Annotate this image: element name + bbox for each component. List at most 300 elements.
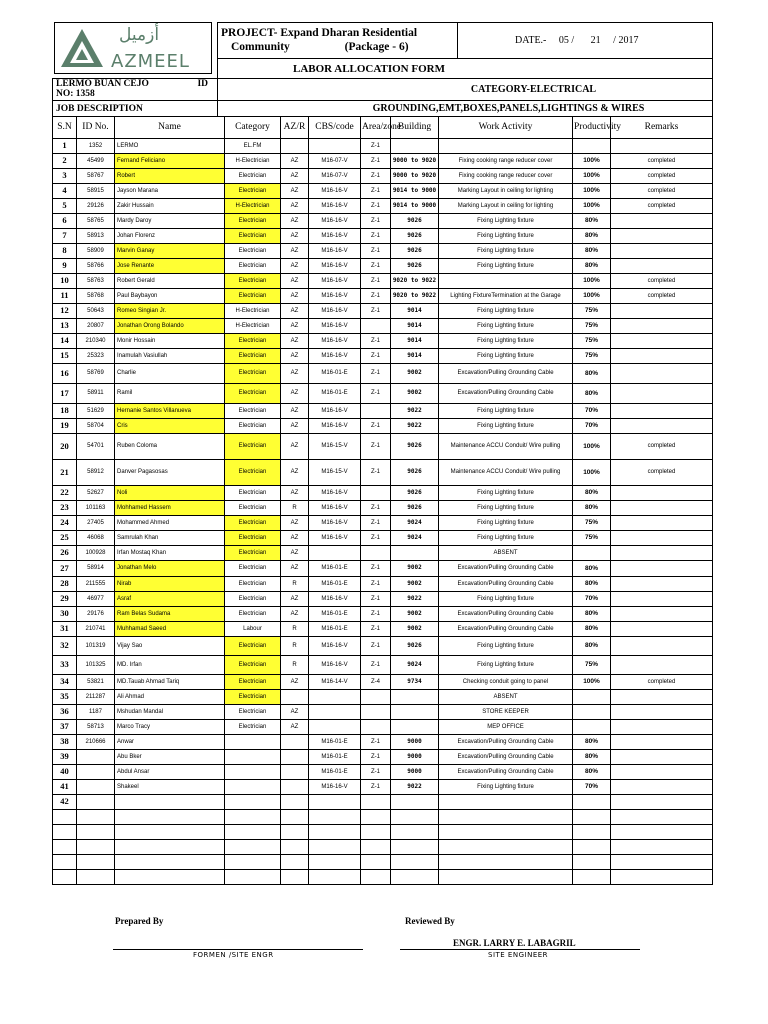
cell-productivity: 100%	[573, 289, 611, 304]
cell-area: Z-1	[361, 577, 391, 592]
cell-name: Johan Florenz	[115, 229, 225, 244]
cell-name: Abdul Ansar	[115, 765, 225, 780]
col-header-productivity: Productivity	[573, 117, 611, 139]
cell-sn: 42	[53, 795, 77, 810]
cell-work-activity	[439, 810, 573, 825]
cell-azr: R	[281, 656, 309, 675]
cell-category: Electrician	[225, 229, 281, 244]
cell-azr: AZ	[281, 404, 309, 419]
cell-cbs	[309, 855, 361, 870]
cell-id: 1352	[77, 139, 115, 154]
cell-work-activity: Fixing Lighting fixture	[439, 334, 573, 349]
cell-name: Ali Ahmad	[115, 690, 225, 705]
cell-remarks	[611, 486, 713, 501]
cell-cbs: M16-07-V	[309, 169, 361, 184]
cell-work-activity: Maintenance ACCU Conduit/ Wire pulling	[439, 434, 573, 460]
cell-sn: 6	[53, 214, 77, 229]
cell-category: EL.FM	[225, 139, 281, 154]
cell-work-activity: Fixing Lighting fixture	[439, 516, 573, 531]
cell-productivity	[573, 870, 611, 885]
engineer-name: ENGR. LARRY E. LABAGRIL	[453, 938, 576, 948]
cell-id: 211555	[77, 577, 115, 592]
cell-area: Z-1	[361, 592, 391, 607]
cell-work-activity	[439, 840, 573, 855]
cell-building: 9002	[391, 561, 439, 577]
cell-work-activity	[439, 855, 573, 870]
date-label: DATE.-	[515, 35, 547, 46]
cell-building: 9026	[391, 460, 439, 486]
cell-category: Electrician	[225, 675, 281, 690]
cell-productivity: 100%	[573, 199, 611, 214]
cell-name	[115, 840, 225, 855]
cell-remarks: completed	[611, 289, 713, 304]
cell-productivity	[573, 546, 611, 561]
cell-area: Z-1	[361, 531, 391, 546]
cell-productivity	[573, 840, 611, 855]
cell-category	[225, 795, 281, 810]
cell-sn: 36	[53, 705, 77, 720]
cell-sn: 10	[53, 274, 77, 289]
cell-name: MD. Irfan	[115, 656, 225, 675]
cell-work-activity: Fixing Lighting fixture	[439, 404, 573, 419]
cell-cbs: M16-16-V	[309, 199, 361, 214]
cell-productivity: 100%	[573, 675, 611, 690]
cell-work-activity: Fixing Lighting fixture	[439, 244, 573, 259]
cell-azr: AZ	[281, 154, 309, 169]
cell-id	[77, 870, 115, 885]
cell-category: Electrician	[225, 274, 281, 289]
cell-area: Z-1	[361, 139, 391, 154]
cell-building: 9002	[391, 384, 439, 404]
cell-productivity: 80%	[573, 637, 611, 656]
cell-building: 9022	[391, 780, 439, 795]
cell-name: Shakeel	[115, 780, 225, 795]
cell-area: Z-1	[361, 622, 391, 637]
table-row	[53, 460, 713, 486]
cell-building	[391, 870, 439, 885]
cell-productivity: 80%	[573, 750, 611, 765]
cell-azr: AZ	[281, 419, 309, 434]
cell-productivity: 80%	[573, 501, 611, 516]
cell-name: Samrulah Khan	[115, 531, 225, 546]
cell-work-activity	[439, 139, 573, 154]
cell-area: Z-1	[361, 334, 391, 349]
cell-id	[77, 765, 115, 780]
cell-building	[391, 705, 439, 720]
cell-remarks	[611, 304, 713, 319]
cell-productivity: 80%	[573, 384, 611, 404]
table-row	[53, 304, 713, 319]
cell-area: Z-1	[361, 274, 391, 289]
table-row	[53, 501, 713, 516]
cell-category: Electrician	[225, 259, 281, 274]
cell-cbs: M16-16-V	[309, 516, 361, 531]
cell-cbs	[309, 840, 361, 855]
cell-sn: 14	[53, 334, 77, 349]
cell-azr: AZ	[281, 334, 309, 349]
cell-azr: AZ	[281, 531, 309, 546]
cell-remarks	[611, 404, 713, 419]
cell-cbs: M16-16-V	[309, 656, 361, 675]
cell-azr	[281, 780, 309, 795]
prepared-by-label: Prepared By	[115, 916, 164, 926]
cell-cbs: M16-01-E	[309, 607, 361, 622]
cell-building: 9000 to 9020	[391, 169, 439, 184]
cell-id: 27405	[77, 516, 115, 531]
cell-building: 9024	[391, 531, 439, 546]
cell-id: 58713	[77, 720, 115, 735]
cell-name: LERMO	[115, 139, 225, 154]
cell-cbs: M16-16-V	[309, 486, 361, 501]
cell-cbs: M16-01-E	[309, 561, 361, 577]
cell-id: 210340	[77, 334, 115, 349]
cell-productivity: 75%	[573, 304, 611, 319]
cell-id: 58909	[77, 244, 115, 259]
cell-azr: AZ	[281, 434, 309, 460]
cell-work-activity: Excavation/Pulling Grounding Cable	[439, 364, 573, 384]
col-header-name: Name	[115, 117, 225, 139]
cell-area	[361, 705, 391, 720]
cell-building	[391, 795, 439, 810]
cell-work-activity: Fixing cooking range reducer cover	[439, 169, 573, 184]
cell-cbs: M16-01-E	[309, 577, 361, 592]
cell-productivity: 75%	[573, 656, 611, 675]
cell-productivity: 100%	[573, 274, 611, 289]
cell-category: Electrician	[225, 577, 281, 592]
cell-work-activity	[439, 274, 573, 289]
cell-cbs: M16-01-E	[309, 735, 361, 750]
cell-category: Electrician	[225, 546, 281, 561]
cell-area: Z-4	[361, 675, 391, 690]
cell-sn: 39	[53, 750, 77, 765]
cell-name: Cris	[115, 419, 225, 434]
cell-remarks	[611, 735, 713, 750]
category-title: CATEGORY-ELECTRICAL	[218, 79, 713, 101]
cell-work-activity	[439, 870, 573, 885]
cell-id: 29176	[77, 607, 115, 622]
cell-building: 9022	[391, 404, 439, 419]
cell-remarks	[611, 419, 713, 434]
cell-azr: AZ	[281, 592, 309, 607]
cell-sn: 28	[53, 577, 77, 592]
cell-name: Inamulah Vasiullah	[115, 349, 225, 364]
cell-name: Danver Pagasosas	[115, 460, 225, 486]
worker-id: NO: 1358	[56, 88, 95, 99]
cell-id	[77, 780, 115, 795]
cell-cbs: M16-16-V	[309, 334, 361, 349]
cell-name	[115, 810, 225, 825]
cell-productivity: 75%	[573, 334, 611, 349]
cell-name: Noli	[115, 486, 225, 501]
cell-productivity	[573, 825, 611, 840]
cell-area: Z-1	[361, 765, 391, 780]
cell-category: Electrician	[225, 516, 281, 531]
cell-id: 210741	[77, 622, 115, 637]
cell-category: Electrician	[225, 419, 281, 434]
cell-work-activity	[439, 795, 573, 810]
project-title: PROJECT- Expand Dharan Residential	[221, 27, 418, 40]
cell-name: Ramil	[115, 384, 225, 404]
cell-area: Z-1	[361, 154, 391, 169]
cell-category: Electrician	[225, 720, 281, 735]
cell-name: Romeo Singian Jr.	[115, 304, 225, 319]
cell-area	[361, 720, 391, 735]
cell-cbs: M16-01-E	[309, 364, 361, 384]
cell-name	[115, 825, 225, 840]
cell-remarks	[611, 334, 713, 349]
col-header-work-activity: Work Activity	[439, 117, 573, 139]
cell-area: Z-1	[361, 214, 391, 229]
table-row	[53, 855, 713, 870]
cell-name: Jonathan Orong Bolando	[115, 319, 225, 334]
cell-azr: R	[281, 637, 309, 656]
cell-category: Electrician	[225, 349, 281, 364]
cell-azr: AZ	[281, 184, 309, 199]
cell-cbs	[309, 870, 361, 885]
cell-work-activity: Maintenance ACCU Conduit/ Wire pulling	[439, 460, 573, 486]
cell-name: Zakir Hussain	[115, 199, 225, 214]
cell-remarks: completed	[611, 199, 713, 214]
table-row	[53, 139, 713, 154]
cell-azr: AZ	[281, 229, 309, 244]
cell-name: Ruben Coloma	[115, 434, 225, 460]
table-row	[53, 810, 713, 825]
cell-cbs	[309, 546, 361, 561]
cell-azr: R	[281, 501, 309, 516]
cell-name: Mohhamed Hassem	[115, 501, 225, 516]
cell-sn: 32	[53, 637, 77, 656]
cell-cbs	[309, 139, 361, 154]
cell-sn: 24	[53, 516, 77, 531]
cell-cbs	[309, 705, 361, 720]
cell-name	[115, 855, 225, 870]
cell-name: Monir Hossain	[115, 334, 225, 349]
cell-remarks	[611, 139, 713, 154]
cell-cbs: M16-15-V	[309, 434, 361, 460]
cell-building: 9026	[391, 214, 439, 229]
job-description-label: JOB DESCRIPTION	[53, 101, 218, 117]
cell-sn: 23	[53, 501, 77, 516]
cell-sn: 11	[53, 289, 77, 304]
worker-name: LERMO BUAN CEJO	[56, 78, 149, 89]
cell-area	[361, 840, 391, 855]
table-row	[53, 637, 713, 656]
table-row	[53, 244, 713, 259]
cell-category: H-Electrician	[225, 154, 281, 169]
cell-id	[77, 840, 115, 855]
col-header-id: ID No.	[77, 117, 115, 139]
cell-azr: AZ	[281, 607, 309, 622]
cell-building: 9014 to 9000	[391, 199, 439, 214]
cell-productivity: 100%	[573, 169, 611, 184]
cell-name: Mohammed Ahmed	[115, 516, 225, 531]
cell-azr	[281, 690, 309, 705]
table-row	[53, 765, 713, 780]
cell-category	[225, 840, 281, 855]
cell-id	[77, 855, 115, 870]
cell-category: Electrician	[225, 289, 281, 304]
table-row	[53, 675, 713, 690]
cell-building: 9002	[391, 364, 439, 384]
cell-area: Z-1	[361, 607, 391, 622]
form-title: LABOR ALLOCATION FORM	[218, 59, 713, 79]
cell-building: 9026	[391, 229, 439, 244]
cell-category: H-Electrician	[225, 199, 281, 214]
cell-work-activity: STORE KEEPER	[439, 705, 573, 720]
cell-id: 1187	[77, 705, 115, 720]
cell-area: Z-1	[361, 460, 391, 486]
cell-category: Electrician	[225, 637, 281, 656]
cell-sn: 17	[53, 384, 77, 404]
date-day: 05 /	[558, 35, 575, 46]
cell-category	[225, 780, 281, 795]
cell-area: Z-1	[361, 229, 391, 244]
cell-building: 9000 to 9020	[391, 154, 439, 169]
cell-area: Z-1	[361, 516, 391, 531]
cell-work-activity: Marking Layout in ceiling for lighting	[439, 199, 573, 214]
cell-work-activity: Excavation/Pulling Grounding Cable	[439, 384, 573, 404]
cell-remarks: completed	[611, 274, 713, 289]
cell-productivity: 100%	[573, 460, 611, 486]
cell-productivity	[573, 795, 611, 810]
cell-name: Irfan Mostaq Khan	[115, 546, 225, 561]
cell-azr: AZ	[281, 384, 309, 404]
cell-azr: AZ	[281, 244, 309, 259]
cell-sn	[53, 870, 77, 885]
reviewed-by-label: Reviewed By	[405, 916, 455, 926]
cell-area: Z-1	[361, 501, 391, 516]
cell-remarks	[611, 765, 713, 780]
table-row	[53, 750, 713, 765]
cell-area: Z-1	[361, 304, 391, 319]
cell-azr	[281, 810, 309, 825]
cell-name: Mardy Daroy	[115, 214, 225, 229]
cell-area	[361, 795, 391, 810]
id-label: ID	[197, 78, 208, 89]
cell-azr: R	[281, 577, 309, 592]
cell-remarks	[611, 690, 713, 705]
cell-area	[361, 546, 391, 561]
cell-id: 52627	[77, 486, 115, 501]
cell-remarks	[611, 750, 713, 765]
cell-work-activity: Fixing Lighting fixture	[439, 214, 573, 229]
cell-sn: 33	[53, 656, 77, 675]
cell-building: 9734	[391, 675, 439, 690]
cell-sn: 25	[53, 531, 77, 546]
table-row	[53, 825, 713, 840]
cell-category: Electrician	[225, 531, 281, 546]
cell-remarks	[611, 364, 713, 384]
cell-area	[361, 486, 391, 501]
cell-name: Nirab	[115, 577, 225, 592]
cell-area: Z-1	[361, 419, 391, 434]
cell-area: Z-1	[361, 349, 391, 364]
cell-building: 9024	[391, 656, 439, 675]
cell-building: 9002	[391, 577, 439, 592]
table-row	[53, 184, 713, 199]
cell-id: 45499	[77, 154, 115, 169]
cell-name: Jayson Marana	[115, 184, 225, 199]
cell-sn: 1	[53, 139, 77, 154]
cell-name: Vijay Sao	[115, 637, 225, 656]
cell-sn: 5	[53, 199, 77, 214]
cell-productivity: 70%	[573, 780, 611, 795]
cell-id: 58767	[77, 169, 115, 184]
cell-category: Electrician	[225, 592, 281, 607]
table-row	[53, 214, 713, 229]
cell-id: 51629	[77, 404, 115, 419]
cell-azr: AZ	[281, 561, 309, 577]
table-row	[53, 419, 713, 434]
cell-building: 9026	[391, 637, 439, 656]
cell-work-activity: Fixing Lighting fixture	[439, 304, 573, 319]
table-row	[53, 199, 713, 214]
cell-id: 54701	[77, 434, 115, 460]
cell-productivity: 70%	[573, 404, 611, 419]
table-row	[53, 274, 713, 289]
cell-azr: AZ	[281, 214, 309, 229]
table-row	[53, 289, 713, 304]
cell-sn	[53, 810, 77, 825]
cell-remarks	[611, 870, 713, 885]
cell-work-activity: Excavation/Pulling Grounding Cable	[439, 735, 573, 750]
table-row	[53, 656, 713, 675]
cell-id: 58913	[77, 229, 115, 244]
cell-building: 9014	[391, 349, 439, 364]
cell-productivity: 100%	[573, 154, 611, 169]
cell-remarks: completed	[611, 434, 713, 460]
cell-name: Ram Belas Sudama	[115, 607, 225, 622]
cell-productivity: 80%	[573, 229, 611, 244]
cell-work-activity: Fixing Lighting fixture	[439, 319, 573, 334]
cell-remarks	[611, 780, 713, 795]
cell-work-activity: Excavation/Pulling Grounding Cable	[439, 765, 573, 780]
cell-cbs	[309, 690, 361, 705]
header-table	[52, 22, 713, 117]
cell-sn: 9	[53, 259, 77, 274]
cell-sn: 27	[53, 561, 77, 577]
cell-category: Electrician	[225, 404, 281, 419]
cell-remarks	[611, 244, 713, 259]
cell-azr: AZ	[281, 720, 309, 735]
cell-building	[391, 690, 439, 705]
cell-id: 101163	[77, 501, 115, 516]
cell-work-activity: Fixing Lighting fixture	[439, 531, 573, 546]
cell-work-activity: Fixing cooking range reducer cover	[439, 154, 573, 169]
cell-area: Z-1	[361, 735, 391, 750]
cell-work-activity	[439, 825, 573, 840]
cell-remarks	[611, 637, 713, 656]
cell-work-activity: Fixing Lighting fixture	[439, 349, 573, 364]
cell-category: Electrician	[225, 561, 281, 577]
cell-remarks	[611, 720, 713, 735]
cell-area: Z-1	[361, 244, 391, 259]
cell-area: Z-1	[361, 750, 391, 765]
cell-azr	[281, 870, 309, 885]
cell-sn: 20	[53, 434, 77, 460]
cell-name: Mshudan Mandal	[115, 705, 225, 720]
cell-azr: AZ	[281, 319, 309, 334]
cell-remarks	[611, 259, 713, 274]
cell-category: Electrician	[225, 184, 281, 199]
cell-cbs: M16-16-V	[309, 592, 361, 607]
cell-id: 58763	[77, 274, 115, 289]
cell-cbs	[309, 810, 361, 825]
cell-category: Electrician	[225, 364, 281, 384]
cell-remarks: completed	[611, 460, 713, 486]
table-row	[53, 349, 713, 364]
date-year: / 2017	[613, 35, 639, 46]
